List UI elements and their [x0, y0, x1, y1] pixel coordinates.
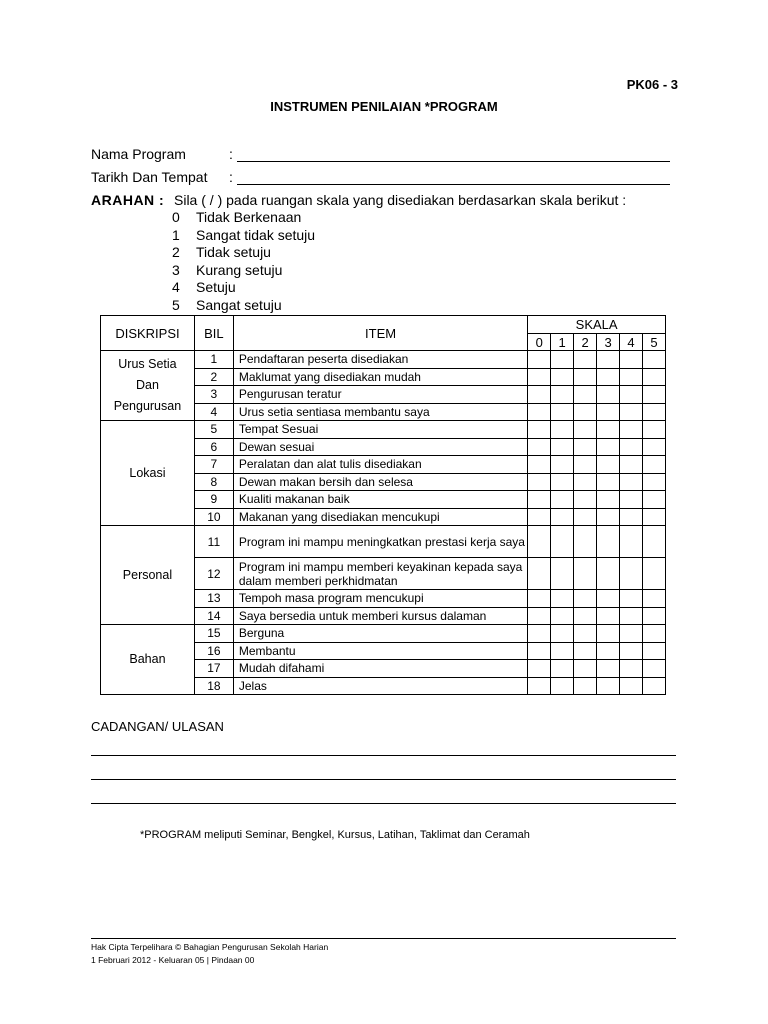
item-cell: Kualiti makanan baik: [233, 491, 527, 509]
bil-cell: 4: [194, 403, 233, 421]
scale-checkbox-cell[interactable]: [528, 473, 551, 491]
scale-legend-item: [172, 297, 282, 314]
scale-checkbox-cell[interactable]: [574, 590, 597, 608]
scale-checkbox-cell[interactable]: [597, 660, 620, 678]
scale-checkbox-cell[interactable]: [620, 660, 643, 678]
bil-cell: 6: [194, 438, 233, 456]
scale-checkbox-cell[interactable]: [574, 625, 597, 643]
item-cell: Dewan sesuai: [233, 438, 527, 456]
scale-checkbox-cell[interactable]: [551, 590, 574, 608]
scale-checkbox-cell[interactable]: [597, 625, 620, 643]
scale-checkbox-cell[interactable]: [620, 558, 643, 590]
document-code: PK06 - 3: [626, 77, 678, 92]
scale-checkbox-cell[interactable]: [620, 508, 643, 526]
header-scale-5: 5: [643, 334, 666, 351]
bil-cell: 11: [194, 526, 233, 558]
scale-description: Kurang setuju: [196, 261, 283, 278]
scale-checkbox-cell[interactable]: [574, 677, 597, 695]
scale-checkbox-cell[interactable]: [620, 438, 643, 456]
bil-cell: 12: [194, 558, 233, 590]
scale-checkbox-cell[interactable]: [620, 421, 643, 439]
scale-checkbox-cell[interactable]: [643, 590, 666, 608]
header-scale-1: 1: [551, 334, 574, 351]
scale-checkbox-cell[interactable]: [643, 403, 666, 421]
scale-checkbox-cell[interactable]: [574, 526, 597, 558]
evaluation-table: [100, 315, 666, 695]
table-row: [101, 526, 666, 558]
category-cell: Personal: [101, 526, 195, 625]
footer-copyright: Hak Cipta Terpelihara © Bahagian Pengurusan Sekolah Harian: [91, 942, 329, 952]
item-cell: Program ini mampu memberi keyakinan kepada saya dalam memberi perkhidmatan: [233, 558, 527, 590]
scale-checkbox-cell[interactable]: [597, 386, 620, 404]
cadangan-line[interactable]: [91, 779, 676, 780]
scale-checkbox-cell[interactable]: [643, 456, 666, 474]
item-cell: Pengurusan teratur: [233, 386, 527, 404]
item-cell: Saya bersedia untuk memberi kursus dalaman: [233, 607, 527, 625]
item-cell: Program ini mampu meningkatkan prestasi kerja saya: [233, 526, 527, 558]
scale-checkbox-cell[interactable]: [551, 368, 574, 386]
scale-checkbox-cell[interactable]: [643, 351, 666, 369]
scale-checkbox-cell[interactable]: [643, 607, 666, 625]
scale-legend-item: [172, 279, 236, 296]
scale-checkbox-cell[interactable]: [643, 438, 666, 456]
scale-checkbox-cell[interactable]: [528, 368, 551, 386]
scale-checkbox-cell[interactable]: [643, 491, 666, 509]
bil-cell: 2: [194, 368, 233, 386]
scale-checkbox-cell[interactable]: [597, 473, 620, 491]
table-row: [101, 351, 666, 369]
header-scale-0: 0: [528, 334, 551, 351]
nama-program-line[interactable]: [237, 161, 670, 162]
scale-checkbox-cell[interactable]: [551, 508, 574, 526]
scale-checkbox-cell[interactable]: [528, 526, 551, 558]
field-label-nama-program: Nama Program: [91, 146, 186, 162]
scale-legend-item: [172, 227, 315, 244]
scale-checkbox-cell[interactable]: [620, 642, 643, 660]
scale-checkbox-cell[interactable]: [620, 590, 643, 608]
scale-checkbox-cell[interactable]: [574, 386, 597, 404]
scale-checkbox-cell[interactable]: [551, 625, 574, 643]
tarikh-tempat-line[interactable]: [237, 184, 670, 185]
scale-checkbox-cell[interactable]: [574, 558, 597, 590]
arahan-label: ARAHAN :: [91, 192, 165, 208]
scale-checkbox-cell[interactable]: [551, 386, 574, 404]
scale-checkbox-cell[interactable]: [551, 421, 574, 439]
scale-checkbox-cell[interactable]: [643, 677, 666, 695]
scale-number: 5: [172, 297, 180, 313]
table-row: [101, 421, 666, 439]
scale-checkbox-cell[interactable]: [620, 526, 643, 558]
scale-checkbox-cell[interactable]: [597, 438, 620, 456]
page-title: INSTRUMEN PENILAIAN *PROGRAM: [270, 99, 498, 114]
arahan-text: Sila ( / ) pada ruangan skala yang disediakan berdasarkan skala berikut :: [174, 192, 627, 208]
header-bil: BIL: [194, 316, 233, 351]
scale-checkbox-cell[interactable]: [528, 351, 551, 369]
bil-cell: 10: [194, 508, 233, 526]
scale-checkbox-cell[interactable]: [528, 403, 551, 421]
bil-cell: 7: [194, 456, 233, 474]
scale-checkbox-cell[interactable]: [528, 456, 551, 474]
item-cell: Maklumat yang disediakan mudah: [233, 368, 527, 386]
item-cell: Membantu: [233, 642, 527, 660]
bil-cell: 3: [194, 386, 233, 404]
header-diskripsi: DISKRIPSI: [101, 316, 195, 351]
scale-number: 1: [172, 226, 180, 243]
scale-checkbox-cell[interactable]: [643, 660, 666, 678]
field-label-tarikh-tempat: Tarikh Dan Tempat: [91, 169, 208, 185]
cadangan-line[interactable]: [91, 803, 676, 804]
bil-cell: 9: [194, 491, 233, 509]
item-cell: Mudah difahami: [233, 660, 527, 678]
scale-checkbox-cell[interactable]: [528, 421, 551, 439]
scale-checkbox-cell[interactable]: [597, 368, 620, 386]
scale-checkbox-cell[interactable]: [643, 642, 666, 660]
scale-checkbox-cell[interactable]: [574, 456, 597, 474]
bil-cell: 1: [194, 351, 233, 369]
scale-checkbox-cell[interactable]: [528, 607, 551, 625]
scale-checkbox-cell[interactable]: [551, 473, 574, 491]
scale-number: 0: [172, 209, 180, 225]
scale-checkbox-cell[interactable]: [551, 660, 574, 678]
category-cell: Urus Setia Dan Pengurusan: [101, 351, 195, 421]
scale-checkbox-cell[interactable]: [528, 677, 551, 695]
header-scale-3: 3: [597, 334, 620, 351]
item-cell: Makanan yang disediakan mencukupi: [233, 508, 527, 526]
scale-checkbox-cell[interactable]: [620, 351, 643, 369]
scale-checkbox-cell[interactable]: [528, 642, 551, 660]
scale-checkbox-cell[interactable]: [574, 368, 597, 386]
scale-number: 4: [172, 279, 180, 296]
bil-cell: 17: [194, 660, 233, 678]
scale-checkbox-cell[interactable]: [643, 473, 666, 491]
scale-checkbox-cell[interactable]: [551, 642, 574, 660]
scale-checkbox-cell[interactable]: [620, 607, 643, 625]
cadangan-label: CADANGAN/ ULASAN: [91, 719, 224, 734]
item-cell: Berguna: [233, 625, 527, 643]
item-cell: Tempoh masa program mencukupi: [233, 590, 527, 608]
scale-checkbox-cell[interactable]: [643, 368, 666, 386]
scale-description: Tidak setuju: [196, 244, 271, 261]
item-cell: Urus setia sentiasa membantu saya: [233, 403, 527, 421]
scale-checkbox-cell[interactable]: [528, 508, 551, 526]
scale-checkbox-cell[interactable]: [574, 607, 597, 625]
scale-checkbox-cell[interactable]: [528, 625, 551, 643]
scale-checkbox-cell[interactable]: [551, 456, 574, 474]
scale-checkbox-cell[interactable]: [597, 590, 620, 608]
scale-checkbox-cell[interactable]: [597, 677, 620, 695]
item-cell: Jelas: [233, 677, 527, 695]
table-row: [101, 625, 666, 643]
footer-version: 1 Februari 2012 - Keluaran 05 | Pindaan 00: [91, 955, 255, 965]
header-item: ITEM: [233, 316, 527, 351]
scale-checkbox-cell[interactable]: [597, 607, 620, 625]
bil-cell: 18: [194, 677, 233, 695]
scale-checkbox-cell[interactable]: [597, 526, 620, 558]
scale-description: Tidak Berkenaan: [196, 209, 302, 225]
category-cell: Bahan: [101, 625, 195, 695]
field-colon: :: [229, 169, 233, 185]
bil-cell: 16: [194, 642, 233, 660]
scale-checkbox-cell[interactable]: [528, 386, 551, 404]
scale-checkbox-cell[interactable]: [597, 508, 620, 526]
scale-legend-item: [172, 209, 301, 226]
item-cell: Tempat Sesuai: [233, 421, 527, 439]
bil-cell: 14: [194, 607, 233, 625]
scale-checkbox-cell[interactable]: [528, 491, 551, 509]
scale-checkbox-cell[interactable]: [597, 642, 620, 660]
bil-cell: 13: [194, 590, 233, 608]
scale-description: Sangat setuju: [196, 297, 282, 313]
scale-checkbox-cell[interactable]: [551, 526, 574, 558]
scale-description: Setuju: [196, 279, 236, 296]
scale-checkbox-cell[interactable]: [620, 456, 643, 474]
bil-cell: 5: [194, 421, 233, 439]
scale-checkbox-cell[interactable]: [597, 456, 620, 474]
scale-checkbox-cell[interactable]: [597, 403, 620, 421]
scale-checkbox-cell[interactable]: [620, 403, 643, 421]
scale-checkbox-cell[interactable]: [620, 386, 643, 404]
scale-checkbox-cell[interactable]: [551, 558, 574, 590]
scale-legend-item: [172, 244, 271, 261]
scale-checkbox-cell[interactable]: [551, 403, 574, 421]
scale-checkbox-cell[interactable]: [574, 642, 597, 660]
scale-legend-item: [172, 262, 282, 279]
scale-description: Sangat tidak setuju: [196, 226, 316, 243]
program-note: *PROGRAM meliputi Seminar, Bengkel, Kursus, Latihan, Taklimat dan Ceramah: [140, 829, 530, 841]
scale-number: 3: [172, 261, 180, 278]
scale-checkbox-cell[interactable]: [528, 558, 551, 590]
scale-checkbox-cell[interactable]: [574, 351, 597, 369]
scale-checkbox-cell[interactable]: [620, 473, 643, 491]
header-skala: SKALA: [528, 316, 666, 334]
item-cell: Peralatan dan alat tulis disediakan: [233, 456, 527, 474]
scale-checkbox-cell[interactable]: [597, 558, 620, 590]
scale-checkbox-cell[interactable]: [643, 625, 666, 643]
header-scale-2: 2: [574, 334, 597, 351]
cadangan-line[interactable]: [91, 755, 676, 756]
scale-checkbox-cell[interactable]: [643, 526, 666, 558]
scale-checkbox-cell[interactable]: [551, 438, 574, 456]
scale-checkbox-cell[interactable]: [574, 508, 597, 526]
scale-checkbox-cell[interactable]: [643, 421, 666, 439]
item-cell: Pendaftaran peserta disediakan: [233, 351, 527, 369]
field-colon: :: [229, 146, 233, 162]
scale-checkbox-cell[interactable]: [620, 625, 643, 643]
scale-checkbox-cell[interactable]: [551, 491, 574, 509]
scale-checkbox-cell[interactable]: [597, 421, 620, 439]
scale-checkbox-cell[interactable]: [528, 438, 551, 456]
scale-checkbox-cell[interactable]: [574, 421, 597, 439]
scale-checkbox-cell[interactable]: [574, 660, 597, 678]
scale-checkbox-cell[interactable]: [551, 677, 574, 695]
item-cell: Dewan makan bersih dan selesa: [233, 473, 527, 491]
scale-checkbox-cell[interactable]: [620, 368, 643, 386]
scale-checkbox-cell[interactable]: [551, 351, 574, 369]
scale-checkbox-cell[interactable]: [643, 558, 666, 590]
bil-cell: 15: [194, 625, 233, 643]
scale-checkbox-cell[interactable]: [574, 473, 597, 491]
scale-checkbox-cell[interactable]: [620, 677, 643, 695]
footer-divider: [91, 938, 676, 939]
scale-checkbox-cell[interactable]: [597, 491, 620, 509]
scale-checkbox-cell[interactable]: [574, 403, 597, 421]
header-scale-4: 4: [620, 334, 643, 351]
scale-checkbox-cell[interactable]: [643, 508, 666, 526]
scale-checkbox-cell[interactable]: [551, 607, 574, 625]
scale-checkbox-cell[interactable]: [620, 491, 643, 509]
scale-checkbox-cell[interactable]: [528, 590, 551, 608]
bil-cell: 8: [194, 473, 233, 491]
scale-number: 2: [172, 244, 180, 261]
scale-checkbox-cell[interactable]: [574, 438, 597, 456]
scale-checkbox-cell[interactable]: [574, 491, 597, 509]
scale-checkbox-cell[interactable]: [597, 351, 620, 369]
scale-checkbox-cell[interactable]: [528, 660, 551, 678]
scale-checkbox-cell[interactable]: [643, 386, 666, 404]
category-cell: Lokasi: [101, 421, 195, 526]
